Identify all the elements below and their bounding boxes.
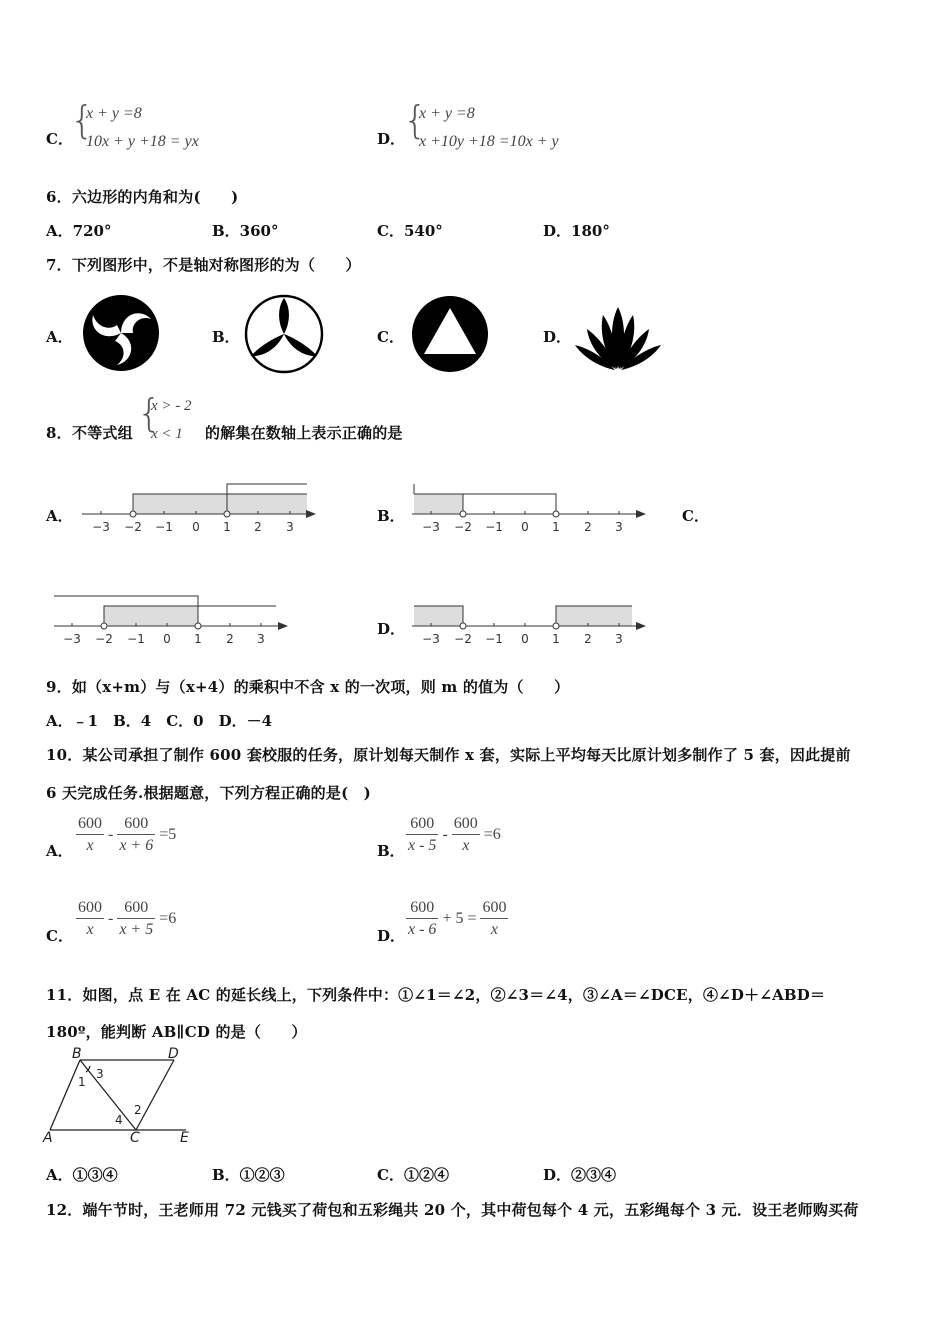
tick-label: −3 (422, 520, 440, 534)
q7-option-a-label: A． (46, 328, 73, 346)
angle-label: 4 (115, 1113, 123, 1127)
tick-label: 3 (615, 520, 623, 534)
tick-label: 3 (615, 632, 623, 646)
q11-stem-line1: 11．如图，点 E 在 AC 的延长线上，下列条件中：①∠1＝∠2，②∠3＝∠4，③∠A＝∠DCE，④∠D＋∠ABD＝ (46, 986, 826, 1004)
q7-option-b-label: B． (212, 328, 240, 346)
q5-c-eq1: x + y =8 (86, 105, 142, 122)
tick-label: 2 (584, 632, 592, 646)
q6-option-d[interactable]: D．180° (543, 222, 610, 240)
tick-label: −1 (127, 632, 145, 646)
tick-label: 2 (226, 632, 234, 646)
vertex-label: C (130, 1130, 140, 1146)
huawei-petals-icon[interactable] (573, 305, 663, 371)
q10-option-b-label: B． (377, 842, 405, 860)
number-line-c[interactable] (52, 590, 292, 650)
triangle-in-circle-icon[interactable] (410, 294, 490, 374)
number-line-d[interactable] (410, 590, 650, 650)
q5-option-d-system (419, 100, 559, 156)
tick-label: 1 (194, 632, 202, 646)
q11-option-d[interactable]: D．②③④ (543, 1166, 617, 1184)
tick-label: 2 (584, 520, 592, 534)
vertex-label: B (72, 1046, 82, 1062)
tick-label: −2 (124, 520, 142, 534)
q8-brace: { (137, 391, 162, 435)
q8-stem-suffix: 的解集在数轴上表示正确的是 (205, 424, 403, 442)
q10-option-d-equation[interactable]: $\frac{600}{x - 6}$ + 5 = $\frac{600}{x}$ (408, 899, 507, 938)
q8-system (151, 392, 192, 448)
tick-label: 0 (521, 632, 529, 646)
tick-label: 1 (552, 632, 560, 646)
q5-option-d-label: D． (377, 130, 406, 148)
tick-label: 3 (286, 520, 294, 534)
tick-label: −1 (485, 520, 503, 534)
q5-option-c-brace: { (70, 98, 95, 142)
q8-option-a-label: A． (46, 507, 73, 525)
q7-option-d-label: D． (543, 328, 572, 346)
q11-option-b[interactable]: B．①②③ (212, 1166, 285, 1184)
q9-stem: 9．如（x+m）与（x+4）的乘积中不含 x 的一次项，则 m 的值为（ ） (46, 678, 570, 696)
q11-option-c[interactable]: C．①②④ (377, 1166, 449, 1184)
q6-option-c[interactable]: C．540° (377, 222, 443, 240)
q10-option-c-label: C． (46, 927, 73, 945)
triskelion-icon[interactable] (81, 293, 161, 373)
q10-option-b-equation[interactable]: $\frac{600}{x - 5}$ - $\frac{600}{x}$ =6 (408, 815, 501, 854)
vertex-label: D (168, 1046, 179, 1062)
q8-option-b-label: B． (377, 507, 405, 525)
q10-option-c-equation[interactable]: $\frac{600}{x}$ - $\frac{600}{x + 5}$ =6 (78, 899, 177, 938)
angle-label: 1 (78, 1075, 86, 1089)
angle-label: 3 (96, 1067, 104, 1081)
q5-c-eq2: 10x + y +18 = yx (86, 133, 199, 150)
q8-ineq1: x > - 2 (151, 398, 192, 414)
angle-label: 2 (134, 1103, 142, 1117)
tick-label: 3 (257, 632, 265, 646)
vertex-label: E (180, 1130, 189, 1146)
q6-option-b[interactable]: B．360° (212, 222, 279, 240)
tick-label: 1 (223, 520, 231, 534)
tick-label: −1 (155, 520, 173, 534)
parallelogram-figure (40, 1046, 200, 1146)
tick-label: 0 (163, 632, 171, 646)
tick-label: −3 (422, 632, 440, 646)
q6-option-a[interactable]: A．720° (46, 222, 112, 240)
vertex-label: A (43, 1130, 53, 1146)
q10-stem-line1: 10．某公司承担了制作 600 套校服的任务，原计划每天制作 x 套，实际上平均每天比原计划多制作了 5 套，因此提前 (46, 746, 851, 764)
three-petal-circle-icon[interactable] (243, 293, 325, 375)
q11-option-a[interactable]: A．①③④ (46, 1166, 118, 1184)
q7-option-c-label: C． (377, 328, 404, 346)
q12-stem: 12．端午节时，王老师用 72 元钱买了荷包和五彩绳共 20 个，其中荷包每个 4 元，五彩绳每个 3 元．设王老师购买荷 (46, 1201, 859, 1219)
tick-label: 2 (254, 520, 262, 534)
q8-stem-prefix: 不等式组 (72, 424, 133, 442)
tick-label: −2 (454, 632, 472, 646)
tick-label: 1 (552, 520, 560, 534)
number-line-b[interactable] (410, 478, 650, 538)
q10-option-d-label: D． (377, 927, 406, 945)
tick-label: −3 (92, 520, 110, 534)
q9-options[interactable]: A．﹣1 B．4 C．0 D．－4 (46, 712, 273, 730)
q10-option-a-label: A． (46, 842, 73, 860)
q7-stem: 7．下列图形中，不是轴对称图形的为（ ） (46, 256, 361, 274)
q5-d-eq2: x +10y +18 =10x + y (419, 133, 559, 150)
q10-stem-line2: 6 天完成任务.根据题意，下列方程正确的是( ) (46, 784, 371, 802)
number-line-a[interactable] (80, 478, 320, 538)
q8-option-c-label: C． (682, 507, 709, 525)
q11-stem-line2: 180º，能判断 AB∥CD 的是（ ） (46, 1023, 307, 1041)
q5-option-d-brace: { (403, 98, 428, 142)
q8-ineq2: x < 1 (151, 426, 183, 442)
q8-number: 8． (46, 424, 72, 442)
q8-option-d-label: D． (377, 620, 406, 638)
q6-stem: 6．六边形的内角和为( ) (46, 188, 239, 206)
tick-label: −3 (63, 632, 81, 646)
tick-label: 0 (192, 520, 200, 534)
q5-option-c-system (86, 100, 199, 156)
tick-label: 0 (521, 520, 529, 534)
q5-option-c-label: C． (46, 130, 73, 148)
tick-label: −2 (95, 632, 113, 646)
tick-label: −2 (454, 520, 472, 534)
q5-d-eq1: x + y =8 (419, 105, 475, 122)
q10-option-a-equation[interactable]: $\frac{600}{x}$ - $\frac{600}{x + 6}$ =5 (78, 815, 177, 854)
tick-label: −1 (485, 632, 503, 646)
